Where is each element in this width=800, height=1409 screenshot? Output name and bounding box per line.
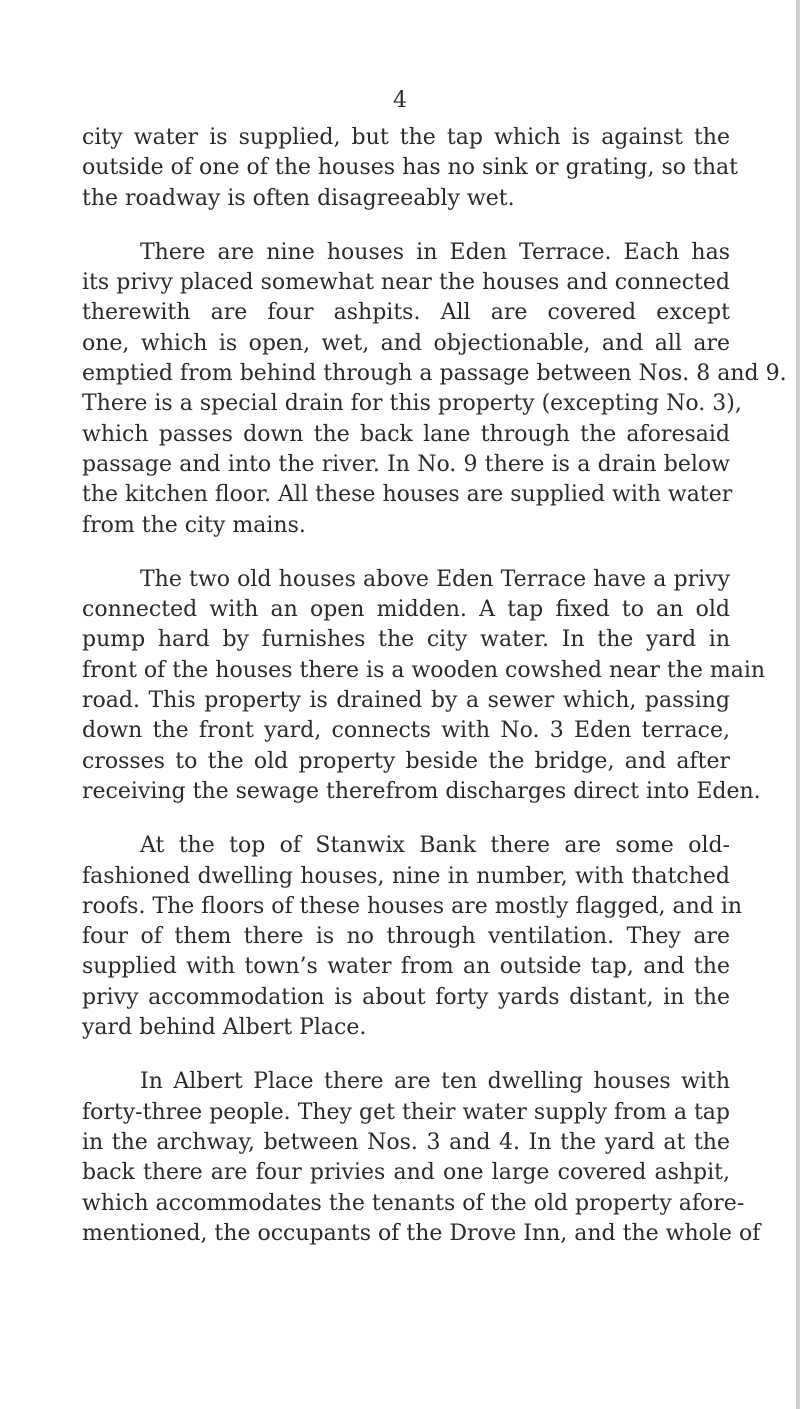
text-line: down the front yard, connects with No. 3 Eden terrace, — [82, 718, 730, 744]
text-line: city water is supplied, but the tap which is against the — [82, 125, 730, 150]
text-line: supplied with town’s water from an outside tap, and the — [82, 954, 730, 980]
text-line: In Albert Place there are ten dwelling houses with — [140, 1069, 730, 1095]
paragraph — [82, 123, 738, 214]
text-line: fashioned dwelling houses, nine in number, with thatched — [82, 863, 730, 889]
text-line: mentioned, the occupants of the Drove Inn, and the whole of — [82, 1220, 761, 1246]
text-line: road. This property is drained by a sewer which, passing — [82, 688, 730, 714]
text-line: privy accommodation is about forty yards distant, in the — [82, 984, 730, 1010]
paragraph — [82, 831, 743, 1043]
text-line: forty-three people. They get their water supply from a tap — [82, 1099, 730, 1125]
text-line: roofs. The floors of these houses are mostly flagged, and in — [82, 893, 743, 919]
text-line: four of them there is no through ventilation. They are — [82, 924, 730, 950]
text-line: in the archway, between Nos. 3 and 4. In the yard at the — [82, 1129, 730, 1155]
text-line: front of the houses there is a wooden cowshed near the main — [82, 657, 766, 683]
page-number: 4 — [393, 88, 407, 113]
paragraph — [82, 1067, 761, 1249]
paragraph — [82, 238, 787, 541]
text-line: receiving the sewage therefrom discharges direct into Eden. — [82, 778, 761, 804]
text-line: There are nine houses in Eden Terrace. Each has — [140, 239, 730, 265]
text-line: emptied from behind through a passage between Nos. 8 and 9. — [82, 361, 787, 387]
text-line: The two old houses above Eden Terrace have a privy — [140, 566, 730, 592]
text-line: which passes down the back lane through the aforesaid — [82, 421, 730, 447]
body-text — [82, 123, 787, 1249]
text-line: connected with an open midden. A tap fixed to an old — [82, 597, 730, 623]
paragraph — [82, 565, 766, 807]
text-line: At the top of Stanwix Bank there are some old- — [140, 833, 730, 859]
text-line: crosses to the old property beside the bridge, and after — [82, 748, 730, 774]
text-line: which accommodates the tenants of the old property afore- — [82, 1190, 745, 1216]
text-line: pump hard by furnishes the city water. In the yard in — [82, 627, 730, 653]
text-line: its privy placed somewhat near the houses and connected — [82, 270, 730, 296]
text-line: There is a special drain for this property (excepting No. 3), — [82, 391, 742, 417]
text-line: passage and into the river. In No. 9 there is a drain below — [82, 451, 730, 477]
page-edge — [796, 0, 800, 1409]
text-line: the kitchen floor. All these houses are supplied with water — [82, 482, 733, 508]
text-line: yard behind Albert Place. — [82, 1015, 367, 1041]
text-line: therewith are four ashpits. All are covered except — [82, 300, 730, 326]
text-line: outside of one of the houses has no sink or grating, so that — [82, 155, 738, 181]
text-line: the roadway is often disagreeably wet. — [82, 185, 515, 211]
text-line: from the city mains. — [82, 512, 306, 538]
text-line: one, which is open, wet, and objectionable, and all are — [82, 330, 730, 356]
text-line: back there are four privies and one large covered ashpit, — [82, 1160, 730, 1186]
